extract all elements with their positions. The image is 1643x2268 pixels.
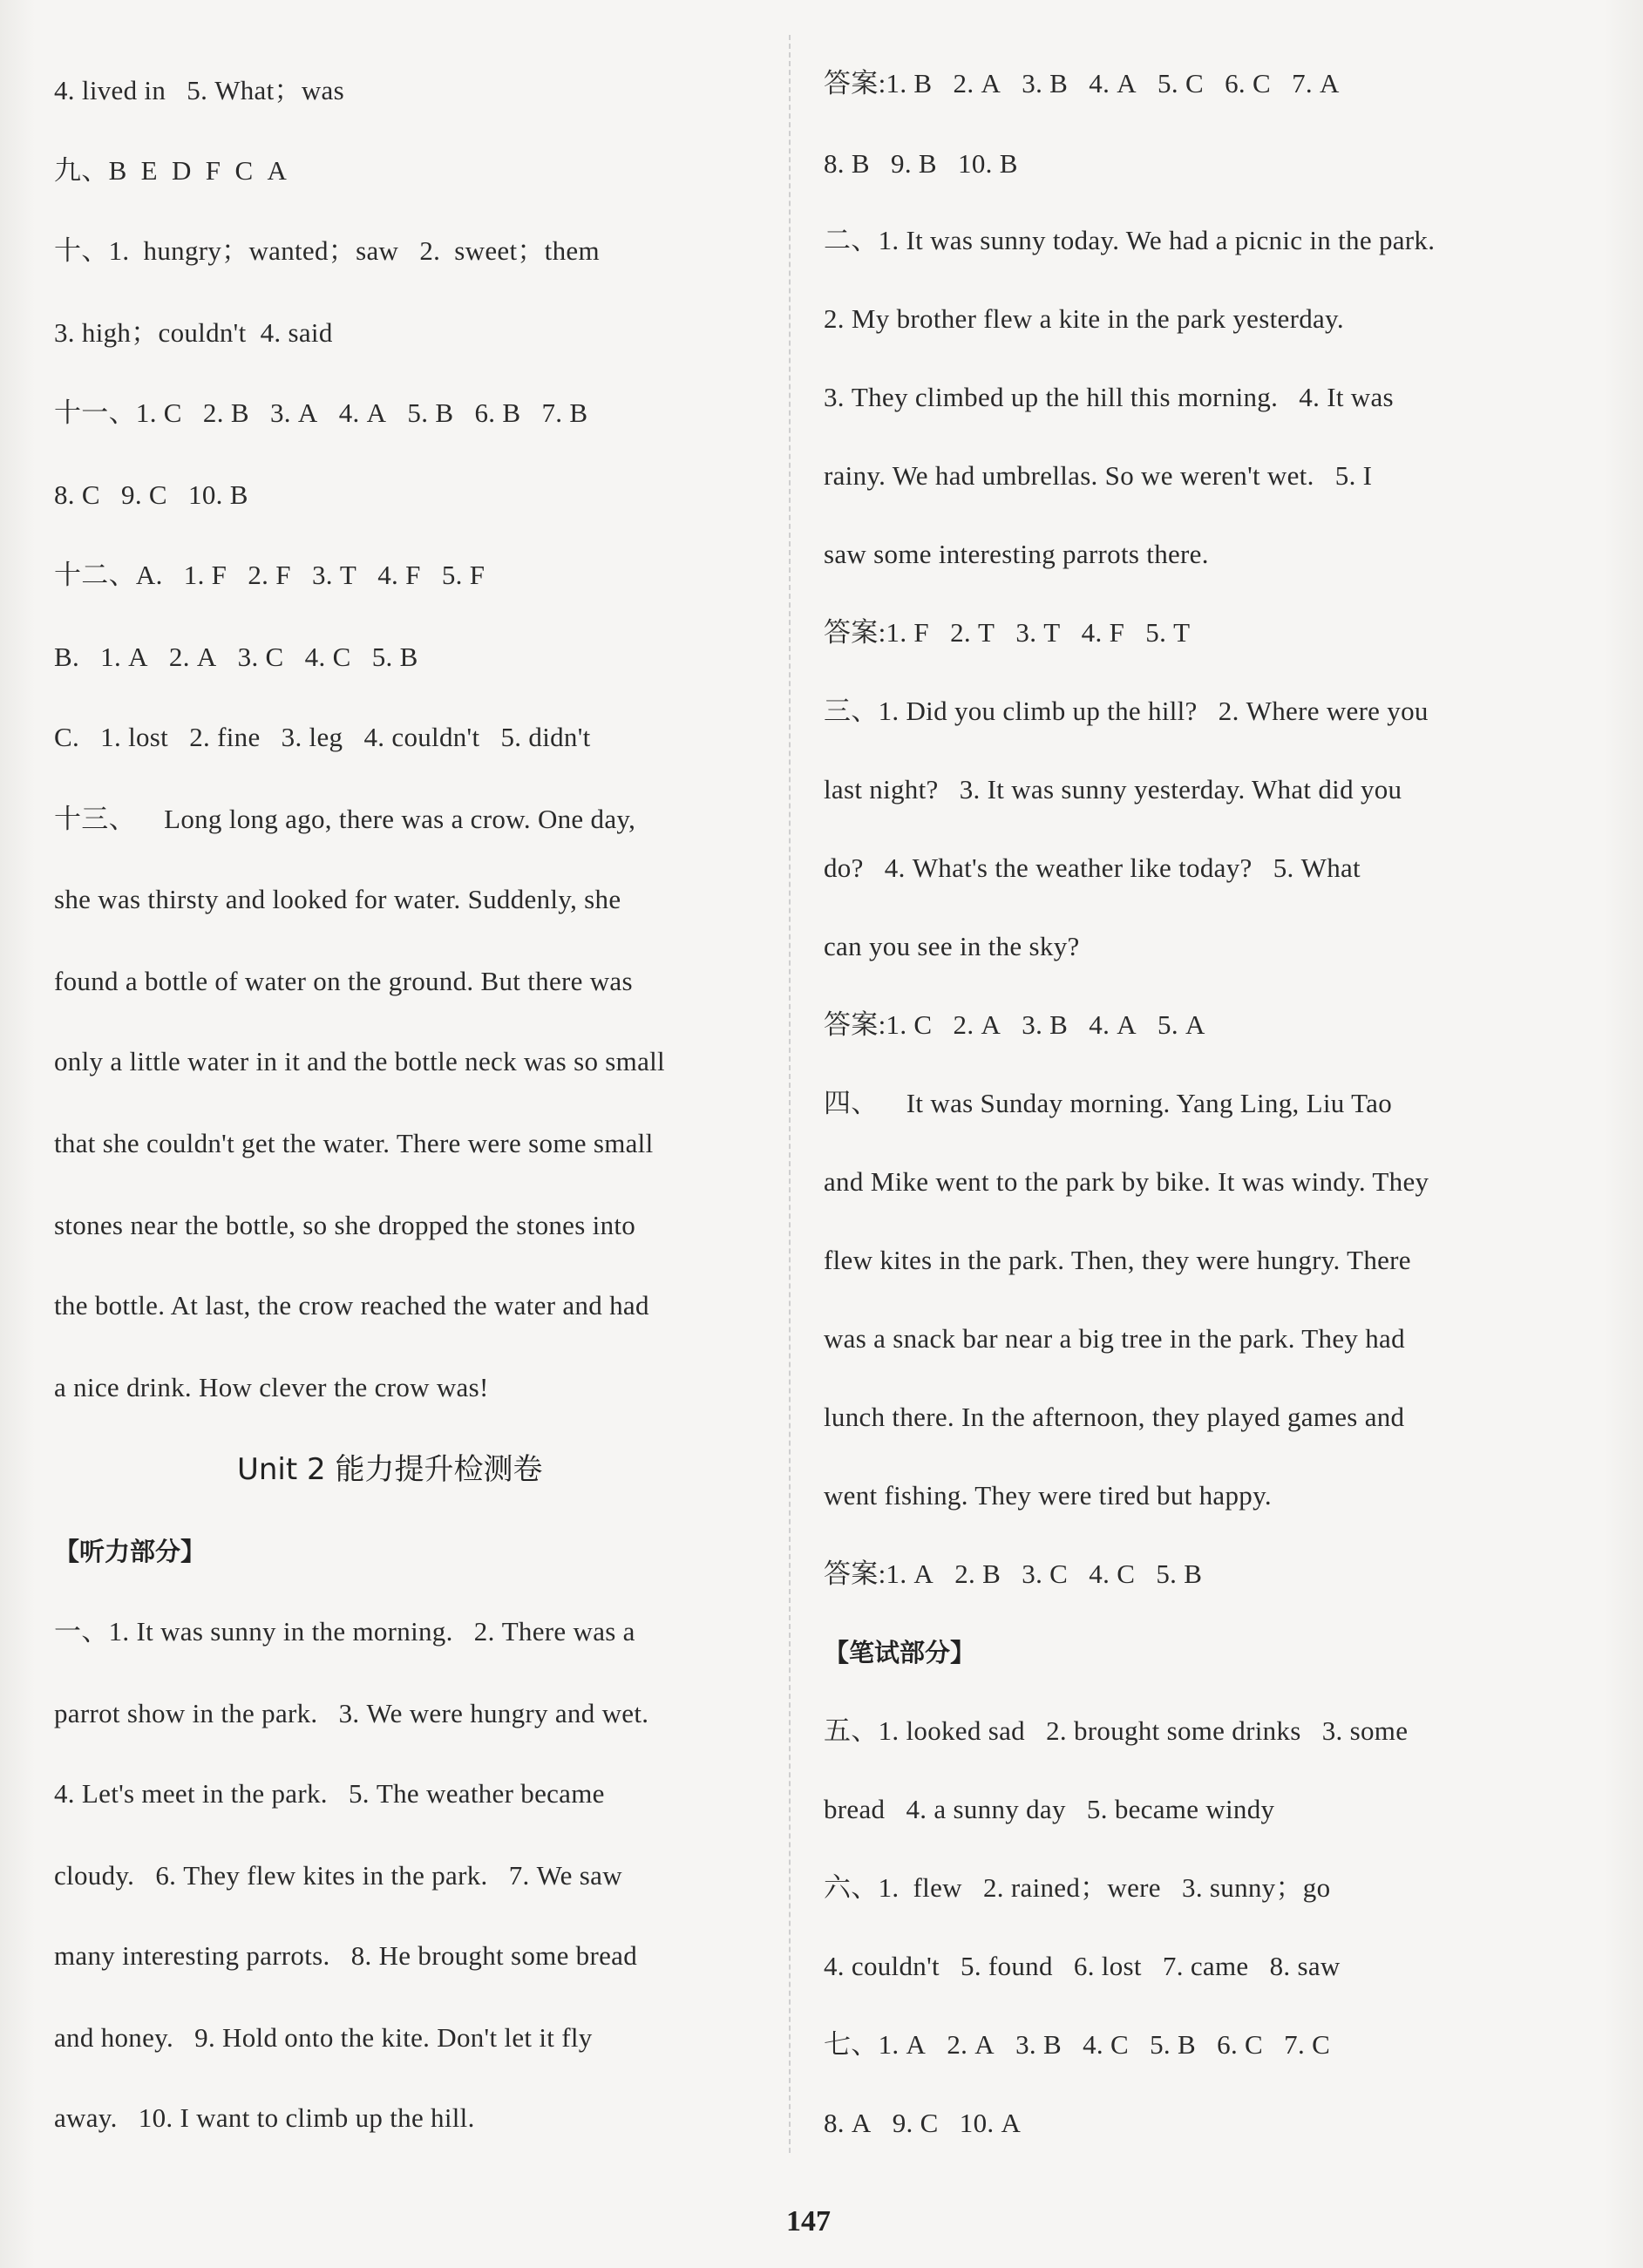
script-line: many interesting parrots. 8. He brought some bread [54,1940,638,1971]
script-line: 2. My brother flew a kite in the park yesterday. [824,303,1344,334]
passage-line: was a snack bar near a big tree in the park. They had [824,1323,1405,1354]
answer-line: 答案:1. B 2. A 3. B 4. A 5. C 6. C 7. A [824,68,1340,98]
page-number: 147 [786,2205,831,2237]
script-line: saw some interesting parrots there. [824,539,1209,569]
script-line: parrot show in the park. 3. We were hungry and wet. [54,1698,649,1728]
answer-line: 8. C 9. C 10. B [54,479,248,510]
answer-line: 8. B 9. B 10. B [824,148,1018,179]
script-line: 三、1. Did you climb up the hill? 2. Where were you [824,696,1429,726]
answer-line: B. 1. A 2. A 3. C 4. C 5. B [54,642,418,672]
answer-line: C. 1. lost 2. fine 3. leg 4. couldn't 5. didn't [54,722,591,752]
column-divider [789,35,791,2153]
passage-line: that she couldn't get the water. There were some small [54,1128,654,1158]
script-line: and honey. 9. Hold onto the kite. Don't let it fly [54,2022,593,2053]
script-line: away. 10. I want to climb up the hill. [54,2102,475,2133]
answer-line: 3. high；couldn't 4. said [54,317,333,348]
script-line: rainy. We had umbrellas. So we weren't wet. 5. I [824,460,1373,491]
passage-line: found a bottle of water on the ground. But there was [54,966,633,996]
answer-line: 六、1. flew 2. rained；were 3. sunny；go [824,1872,1331,1903]
passage-line: and Mike went to the park by bike. It was windy. They [824,1166,1429,1197]
passage-line: the bottle. At last, the crow reached the water and had [54,1290,649,1321]
passage-line: 十三、 Long long ago, there was a crow. One day, [54,804,636,834]
unit-heading: Unit 2 能力提升检测卷 [237,1452,543,1487]
script-line: do? 4. What's the weather like today? 5. What [824,852,1361,883]
passage-line: only a little water in it and the bottle neck was so small [54,1046,665,1076]
section-label-listening: 【听力部分】 [54,1537,207,1566]
script-line: cloudy. 6. They flew kites in the park. 7. We saw [54,1860,622,1891]
answer-line: 十二、A. 1. F 2. F 3. T 4. F 5. F [54,560,485,590]
answer-line: 8. A 9. C 10. A [824,2108,1022,2138]
passage-line: flew kites in the park. Then, they were hungry. There [824,1245,1411,1275]
answer-line: 九、B E D F C A [54,155,288,186]
answer-line: 4. couldn't 5. found 6. lost 7. came 8. saw [824,1951,1341,1981]
answer-line: 4. lived in 5. What；was [54,75,344,105]
script-line: can you see in the sky? [824,931,1080,961]
answer-line: 答案:1. A 2. B 3. C 4. C 5. B [824,1558,1203,1589]
passage-line: stones near the bottle, so she dropped the stones into [54,1210,636,1240]
answer-line: 十一、1. C 2. B 3. A 4. A 5. B 6. B 7. B [54,397,588,428]
answer-line: 答案:1. F 2. T 3. T 4. F 5. T [824,617,1191,648]
passage-line: went fishing. They were tired but happy. [824,1480,1272,1511]
passage-line: 四、 It was Sunday morning. Yang Ling, Liu Tao [824,1088,1393,1118]
answer-line: 五、1. looked sad 2. brought some drinks 3. some [824,1715,1409,1746]
answer-line: 答案:1. C 2. A 3. B 4. A 5. A [824,1009,1205,1040]
script-line: 3. They climbed up the hill this morning. 4. It was [824,382,1394,412]
script-line: last night? 3. It was sunny yesterday. What did you [824,774,1402,805]
script-line: 二、1. It was sunny today. We had a picnic in the park. [824,225,1436,255]
answer-line: bread 4. a sunny day 5. became windy [824,1794,1275,1824]
passage-line: she was thirsty and looked for water. Suddenly, she [54,884,621,914]
passage-line: lunch there. In the afternoon, they played games and [824,1402,1405,1432]
answer-line: 七、1. A 2. A 3. B 4. C 5. B 6. C 7. C [824,2029,1331,2060]
passage-line: a nice drink. How clever the crow was! [54,1372,489,1402]
answer-line: 十、1. hungry；wanted；saw 2. sweet；them [54,235,600,266]
script-line: 一、1. It was sunny in the morning. 2. There was a [54,1616,635,1647]
section-label-writing: 【笔试部分】 [824,1638,976,1667]
script-line: 4. Let's meet in the park. 5. The weather became [54,1778,605,1809]
